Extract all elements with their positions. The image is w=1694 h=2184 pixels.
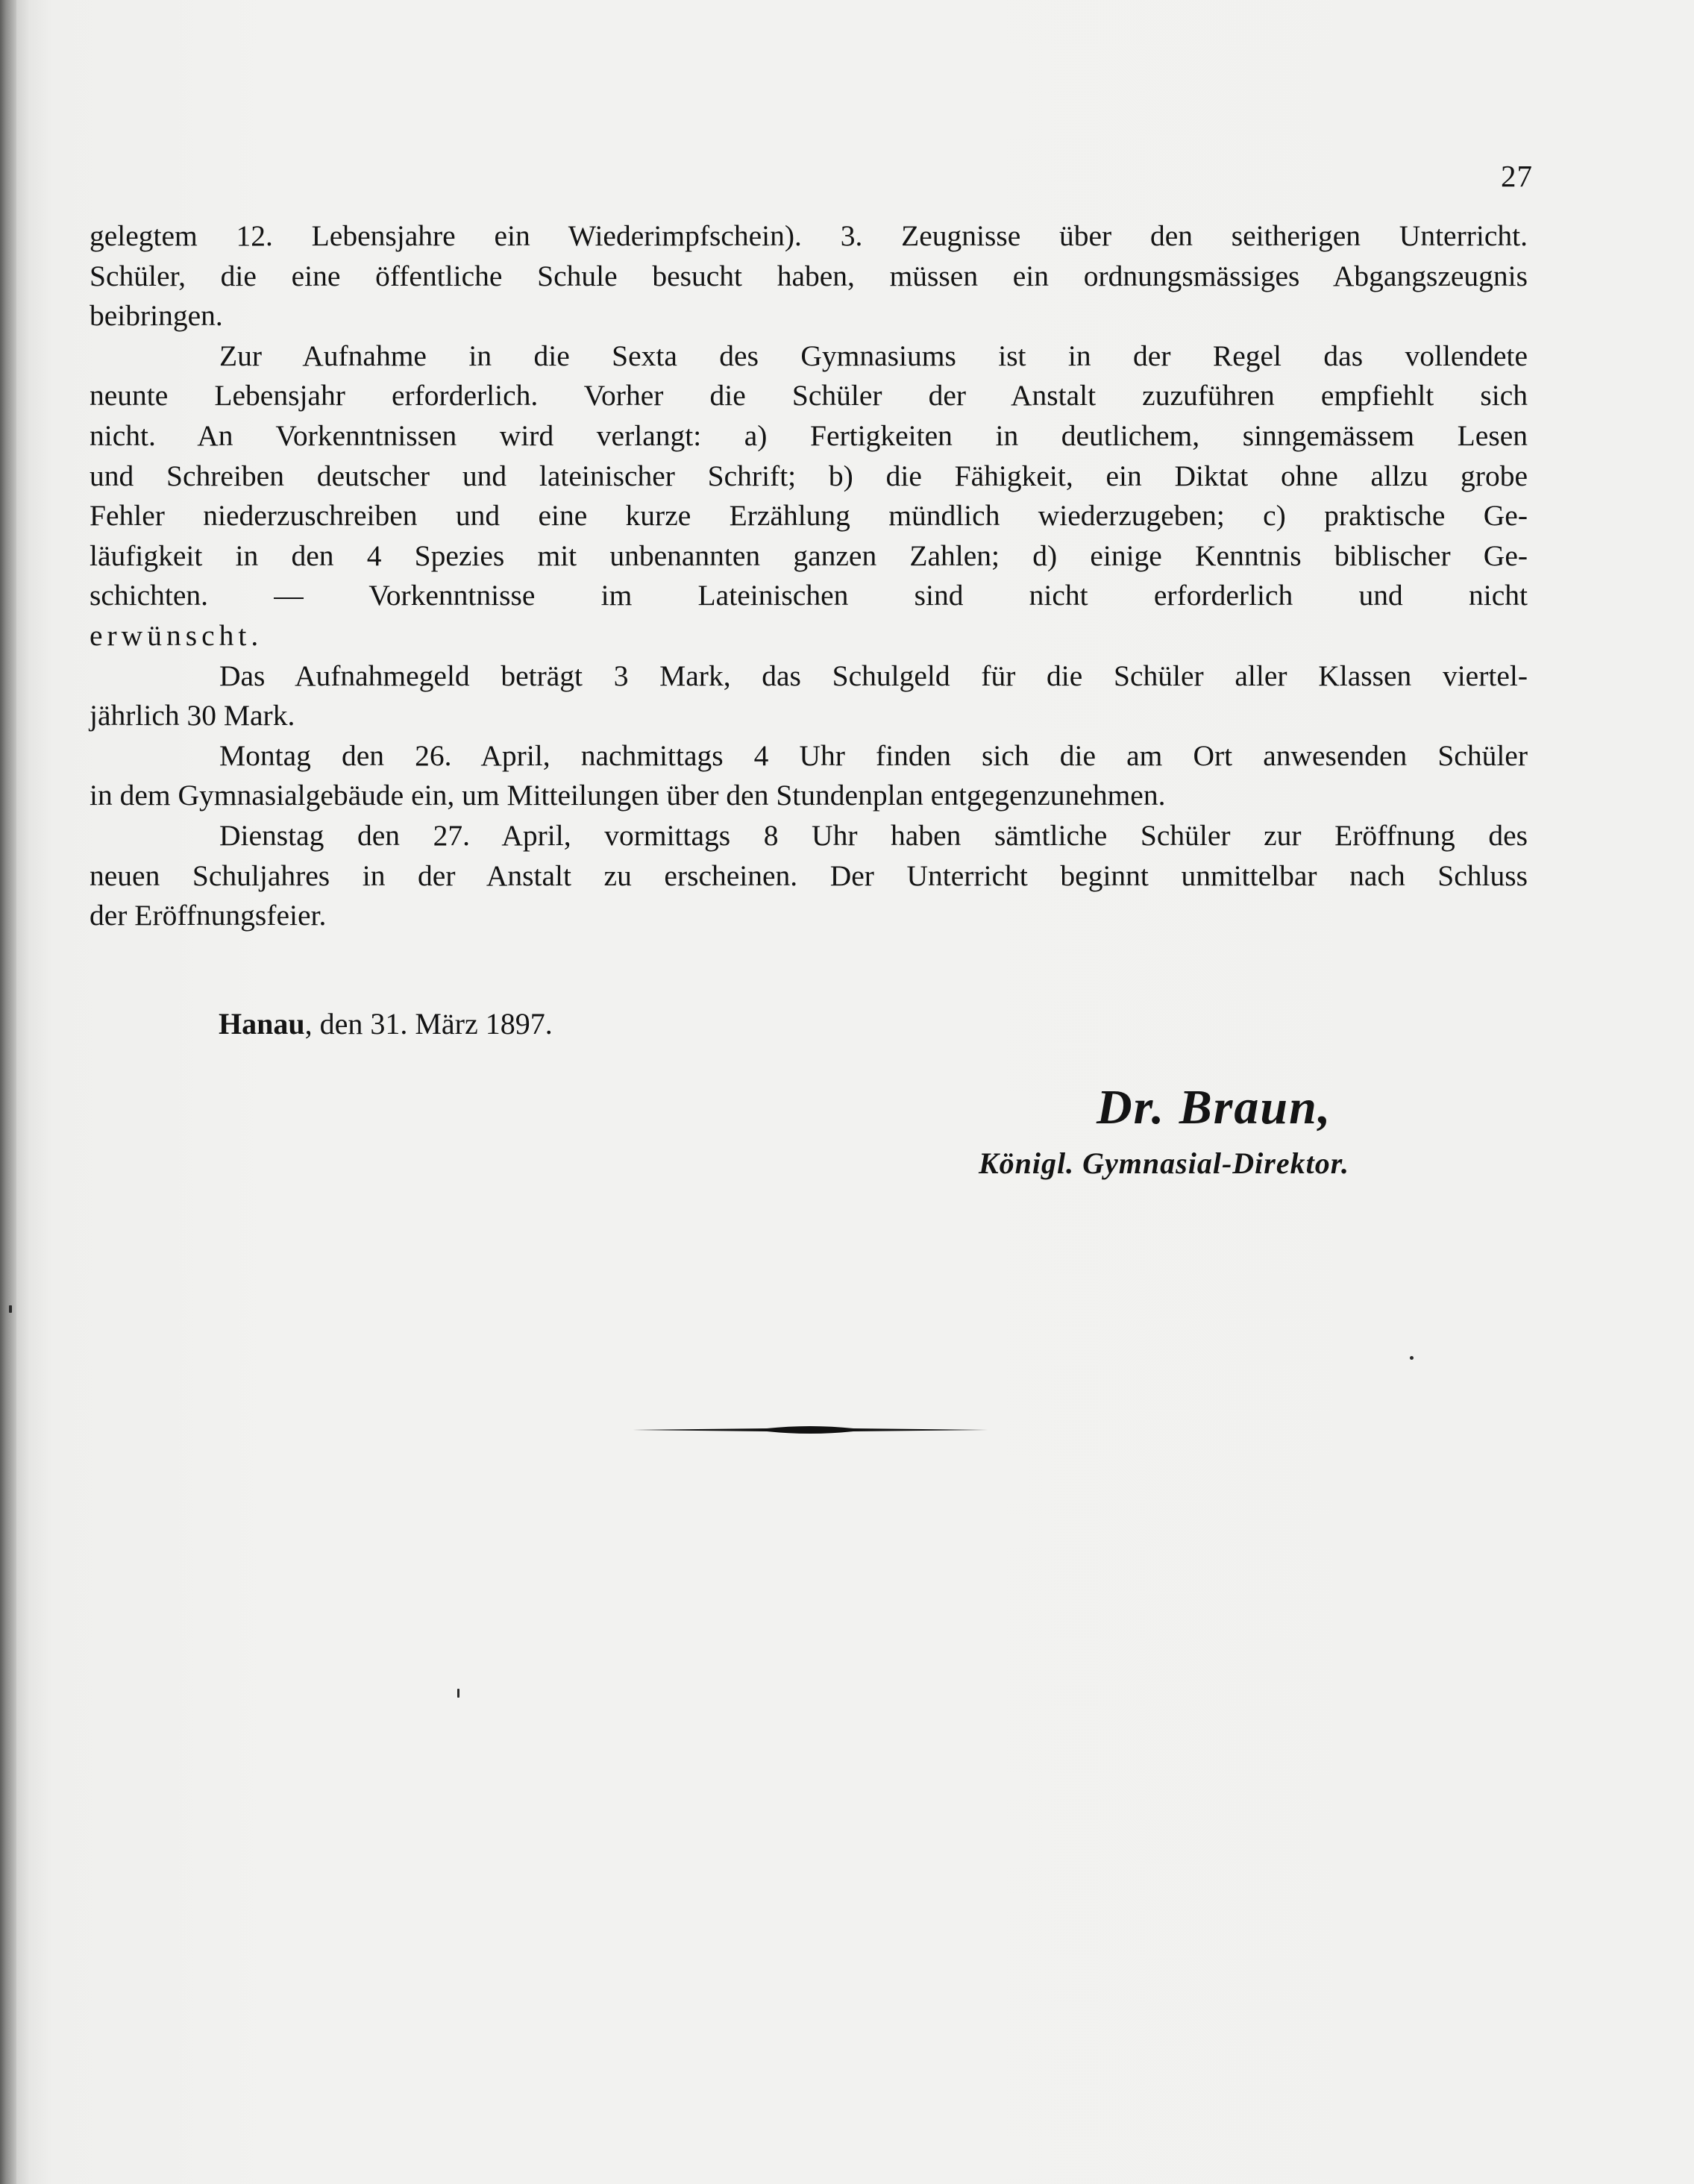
text-line: Montag den 26. April, nachmittags 4 Uhr finden sich die am Ort anwesenden Schüler <box>219 738 1528 772</box>
text-line: beibringen. <box>90 299 223 333</box>
date-text: , den 31. März 1897. <box>304 1007 553 1041</box>
ornament-rule-icon <box>633 1423 988 1437</box>
text-line: erwünscht. <box>90 618 263 652</box>
text-line: Zur Aufnahme in die Sexta des Gymnasiums ist in der Regel das vollendete <box>219 339 1528 372</box>
signature-name: Dr. Braun, <box>1097 1080 1332 1135</box>
place-name: Hanau <box>219 1007 305 1041</box>
text-line: schichten. — Vorkenntnisse im Lateinischen sind nicht erforderlich und nicht <box>90 579 1528 612</box>
speck <box>9 1305 12 1313</box>
text-line: neuen Schuljahres in der Anstalt zu erscheinen. Der Unterricht beginnt unmittelbar nach Schluss <box>90 859 1528 892</box>
text-line: Das Aufnahmegeld beträgt 3 Mark, das Schulgeld für die Schüler aller Klassen viertel- <box>219 659 1528 692</box>
text-line: Schüler, die eine öffentliche Schule besucht haben, müssen ein ordnungsmässiges Abgangszeugnis <box>90 259 1528 292</box>
body-text <box>90 216 1528 936</box>
text-line: Dienstag den 27. April, vormittags 8 Uhr haben sämtliche Schüler zur Eröffnung des <box>219 818 1528 852</box>
signature-title: Königl. Gymnasial-Direktor. <box>979 1146 1350 1180</box>
speck <box>1410 1356 1414 1360</box>
text-line: in dem Gymnasialgebäude ein, um Mitteilungen über den Stundenplan entgegenzunehmen. <box>90 779 1166 812</box>
text-line: und Schreiben deutscher und lateinischer Schrift; b) die Fähigkeit, ein Diktat ohne allzu grobe <box>90 459 1528 492</box>
text-line: läufigkeit in den 4 Spezies mit unbenannten ganzen Zahlen; d) einige Kenntnis biblischer Ge- <box>90 539 1528 572</box>
text-line: nicht. An Vorkenntnissen wird verlangt: a) Fertigkeiten in deutlichem, sinngemässem Lesen <box>90 418 1528 452</box>
binding-edge <box>0 0 16 2184</box>
speck <box>457 1689 459 1698</box>
page-number: 27 <box>1501 159 1533 193</box>
text-line: neunte Lebensjahr erforderlich. Vorher die Schüler der Anstalt zuzuführen empfiehlt sich <box>90 379 1528 412</box>
text-line: der Eröffnungsfeier. <box>90 899 327 932</box>
text-line: jährlich 30 Mark. <box>90 699 295 732</box>
text-line: gelegtem 12. Lebensjahre ein Wiederimpfschein). 3. Zeugnisse über den seitherigen Unterricht. <box>90 219 1528 252</box>
date-line <box>219 1006 553 1041</box>
text-line: Fehler niederzuschreiben und eine kurze Erzählung mündlich wiederzugeben; c) praktische Ge- <box>90 499 1528 533</box>
